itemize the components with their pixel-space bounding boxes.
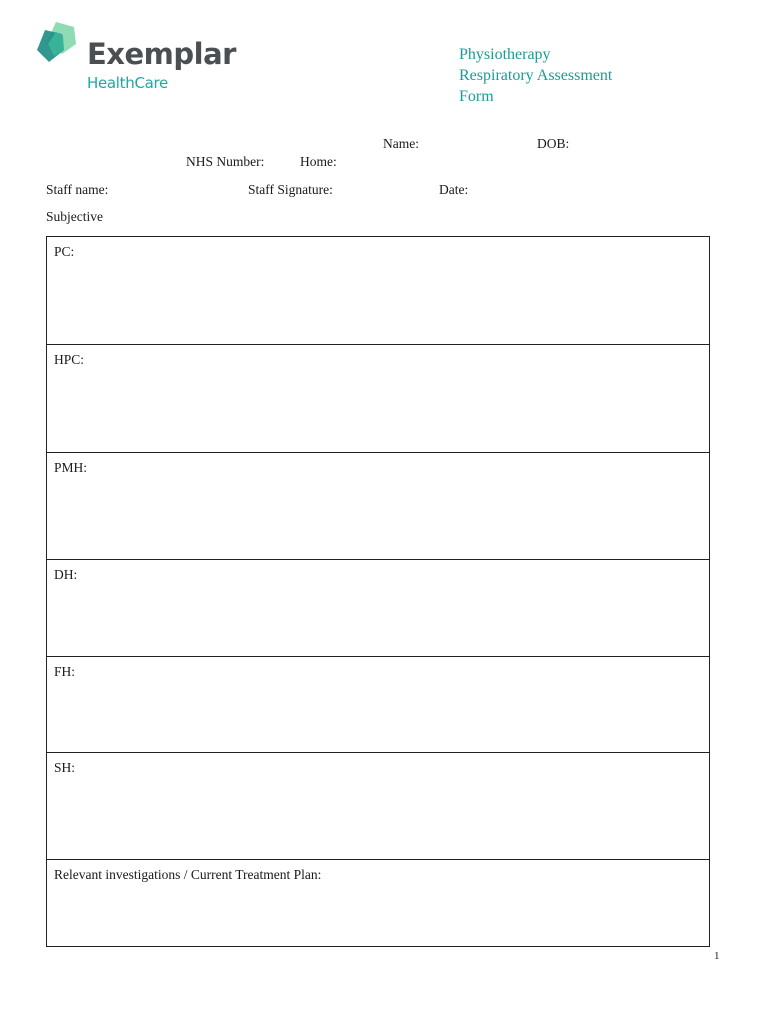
table-row-label: Relevant investigations / Current Treatment Plan: <box>54 867 322 882</box>
staff-signature-label: Staff Signature: <box>248 182 333 197</box>
table-row-sh[interactable] <box>47 753 709 860</box>
table-row-pc[interactable] <box>47 237 709 345</box>
dob-label: DOB: <box>537 136 570 151</box>
home-label: Home: <box>300 154 337 169</box>
name-label: Name: <box>383 136 419 151</box>
form-title-line-3: Form <box>459 88 494 105</box>
table-row-pmh[interactable] <box>47 453 709 560</box>
table-row-label: DH: <box>54 567 78 582</box>
table-row-fh[interactable] <box>47 657 709 753</box>
table-row-label: HPC: <box>54 352 85 367</box>
form-title-line-2: Respiratory Assessment <box>459 67 613 84</box>
staff-name-label: Staff name: <box>46 182 109 197</box>
subjective-table <box>46 236 710 947</box>
table-row-hpc[interactable] <box>47 345 709 453</box>
table-row-label: SH: <box>54 760 76 775</box>
pentagon-logo-icon <box>36 22 80 64</box>
exemplar-logo <box>36 20 256 92</box>
table-row-label: PC: <box>54 244 75 259</box>
table-row-label: FH: <box>54 664 76 679</box>
date-label: Date: <box>439 182 469 197</box>
table-row-dh[interactable] <box>47 560 709 657</box>
form-title <box>459 44 612 107</box>
page-number: 1 <box>714 950 720 962</box>
logo-subtitle: HealthCare <box>87 74 168 92</box>
nhs-number-label: NHS Number: <box>186 154 265 169</box>
logo-name: Exemplar <box>87 37 236 71</box>
table-row-investigations[interactable] <box>47 860 709 946</box>
table-row-label: PMH: <box>54 460 88 475</box>
section-heading-subjective: Subjective <box>46 209 103 224</box>
form-title-line-1: Physiotherapy <box>459 46 551 63</box>
